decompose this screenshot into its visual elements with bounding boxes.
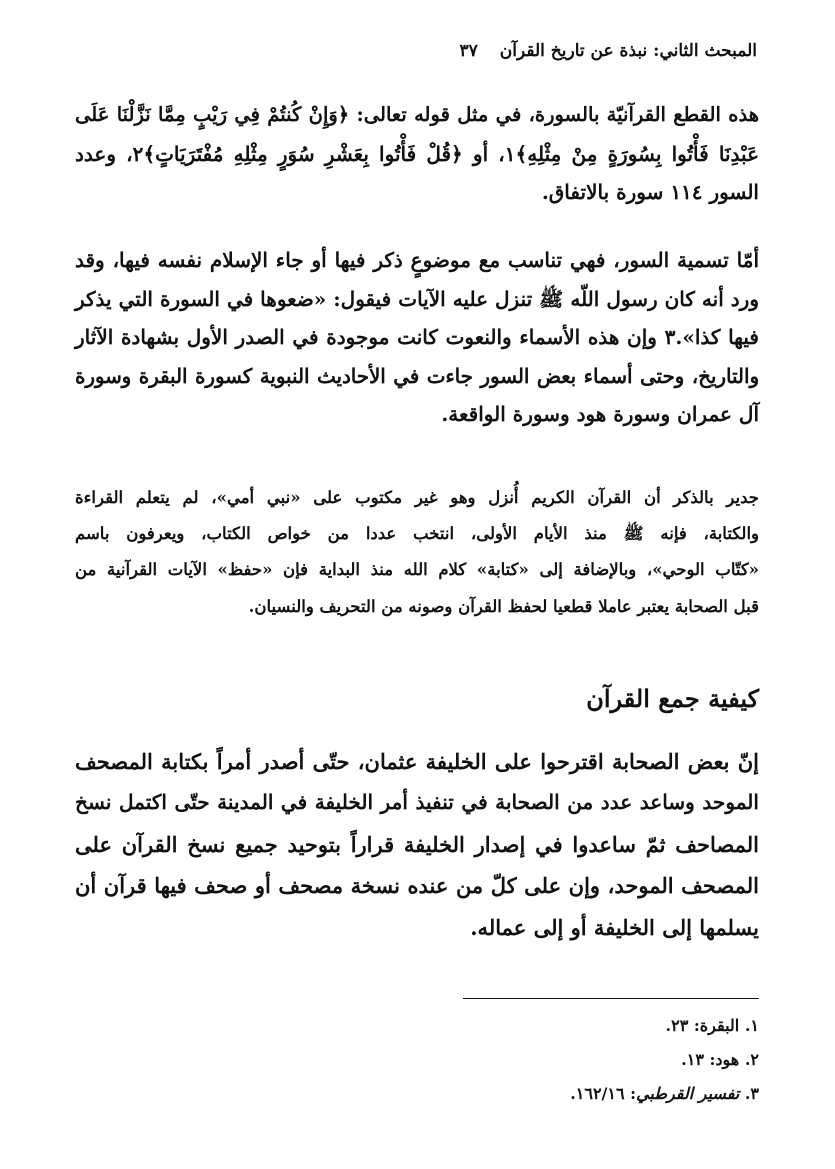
paragraph-line: والتاريخ، وحتى أسماء بعض السور جاءت في الأحاديث النبوية كسورة البقرة وسورة (75, 363, 759, 388)
section-heading: كيفية جمع القرآن (586, 684, 759, 713)
page-number: ٣٧ (459, 41, 478, 61)
paragraph-revelation-scribes (75, 480, 759, 625)
footnote-item (380, 1013, 759, 1047)
paragraph-line: قبل الصحابة يعتبر عاملا قطعيا لحفظ القرآن وصونه من التحريف والنسيان. (248, 596, 759, 616)
paragraph-surah-titles (75, 241, 759, 434)
paragraph-line: «كتّاب الوحي»، وبالإضافة إلى «كتابة» كلام الله منذ البداية فإن «حفظ» الآيات القرآنية من (75, 560, 759, 580)
paragraph-line: فيها كذا».٣ وإن هذه الأسماء والنعوت كانت موجودة في الصدر الأول بشهادة الآثار (75, 325, 759, 350)
footnote-item (380, 1081, 759, 1115)
paragraph-quran-compilation (75, 741, 759, 948)
paragraph-line: هذه القطع القرآنيّة بالسورة، في مثل قوله تعالى: ﴿وَإِنْ كُنتُمْ فِي رَيْبٍ مِمَّا نَزَّلْنَا عَلَى (75, 103, 759, 126)
paragraph-line: آل عمران وسورة هود وسورة الواقعة. (441, 402, 759, 427)
paragraph-line: يسلمها إلى الخليفة أو إلى عماله. (470, 914, 759, 940)
paragraph-line: السور ١١٤ سورة بالاتفاق. (541, 180, 759, 205)
footnotes-list (380, 1013, 759, 1115)
chapter-title: المبحث الثاني: نبذة عن تاريخ القرآن (499, 41, 757, 61)
running-header (80, 36, 757, 66)
paragraph-surah-naming (75, 96, 759, 212)
paragraph-line: إنّ بعض الصحابة اقترحوا على الخليفة عثمان، حتّى أصدر أمراً بكتابة المصحف (75, 749, 759, 774)
paragraph-line: عَبْدِنَا فَأْتُوا بِسُورَةٍ مِنْ مِثْلِهِ﴾١، أو ﴿قُلْ فَأْتُوا بِعَشْرِ سُوَرٍ مِثْلِهِ مُفْتَرَيَاتٍ﴾٢، وعدد (75, 141, 760, 166)
footnote-number: ٢. (744, 1050, 759, 1069)
footnote-text: البقرة: ٢٣. (665, 1016, 740, 1035)
paragraph-line: ورد أنه كان رسول اللّه ﷺ تنزل عليه الآيات فيقول: «ضعوها في السورة التي يذكر (75, 286, 759, 311)
footnote-text: هود: ١٣. (681, 1050, 740, 1069)
footnote-divider (463, 998, 759, 999)
footnote-item (380, 1047, 759, 1081)
paragraph-line: المصاحف ثمّ ساعدوا في إصدار الخليفة قراراً بتوحيد جميع نسخ القرآن على (75, 831, 759, 857)
footnote-source-title: تفسير القرطبي (636, 1084, 740, 1103)
paragraph-line: والكتابة، فإنه ﷺ منذ الأيام الأولى، انتخب عددا من خواص الكتاب، ويعرفون باسم (75, 524, 759, 544)
paragraph-line: الموحد وساعد عدد من الصحابة في تنفيذ أمر الخليفة في المدينة حتّى اكتمل نسخ (75, 790, 759, 815)
paragraph-line: أمّا تسمية السور، فهي تناسب مع موضوعٍ ذكر فيها أو جاء الإسلام نفسه فيها، وقد (75, 248, 759, 272)
paragraph-line: جدير بالذكر أن القرآن الكريم أُنزل وهو غير مكتوب على «نبي أمي»، لم يتعلم القراءة (75, 488, 759, 507)
paragraph-line: المصحف الموحد، وإن على كلّ من عنده نسخة مصحف أو صحف فيها قرآن أن (75, 873, 759, 899)
footnote-number: ١. (744, 1016, 759, 1035)
footnote-text: : ١٦٢/١٦. (570, 1084, 637, 1103)
footnote-number: ٣. (744, 1084, 759, 1103)
